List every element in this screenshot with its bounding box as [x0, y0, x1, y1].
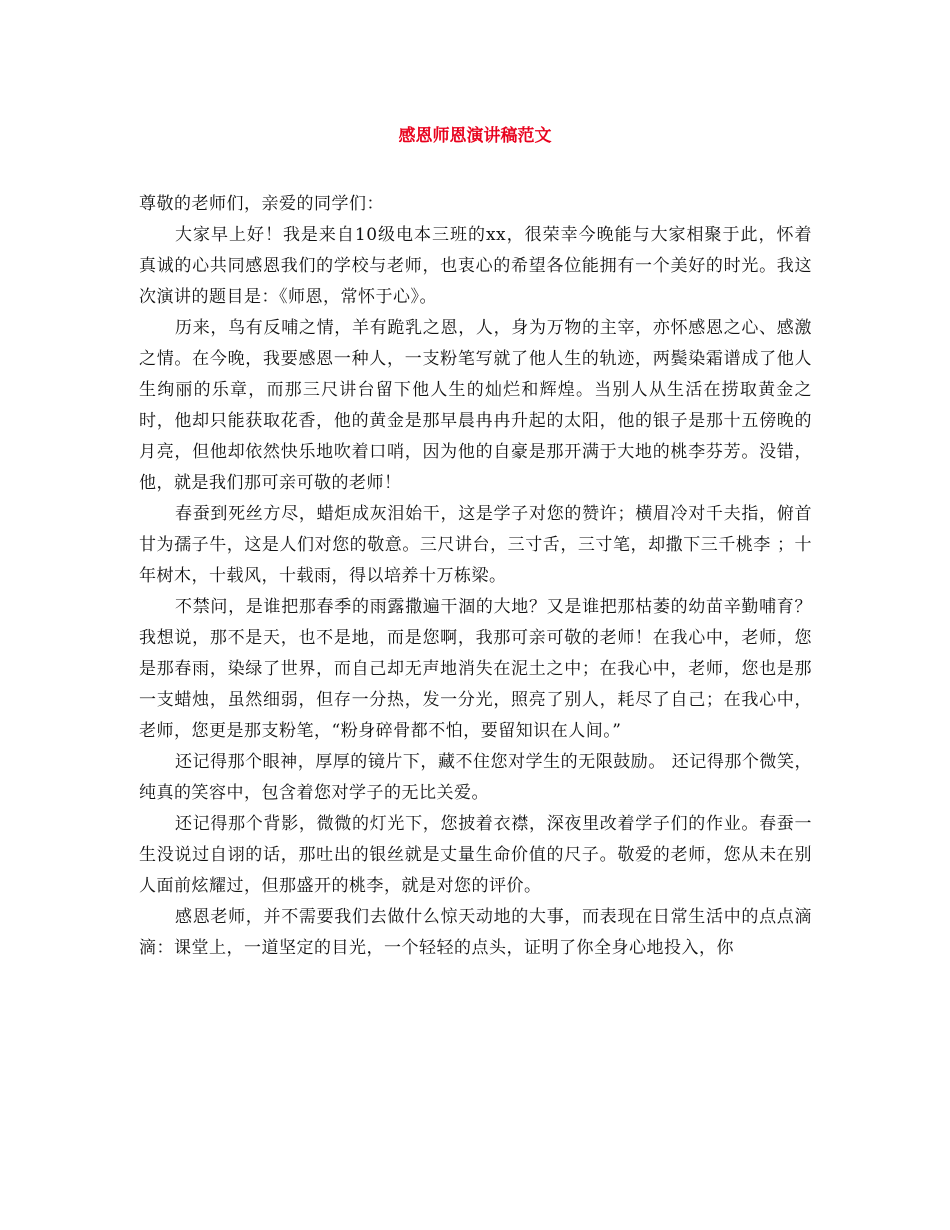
paragraph-5: 还记得那个眼神，厚厚的镜片下，藏不住您对学生的无限鼓励。 还记得那个微笑，纯真的笑容中，包含着您对学子的无比关爱。 [139, 752, 812, 803]
paragraph-2: 历来，鸟有反哺之情，羊有跪乳之恩，人，身为万物的主宰，亦怀感恩之心、感激之情。在今晚，我要感恩一种人，一支粉笔写就了他人生的轨迹，两鬓染霜谱成了他人生绚丽的乐章，而那三尺讲台留下他人生的灿烂和辉煌。当别人从生活在捞取黄金之时，他却只能获取花香，他的黄金是那早晨冉冉升起的太阳，他的银子是那十五傍晚的月亮，但他却依然快乐地吹着口哨，因为他的自豪是那开满于大地的桃李芬芳。没错，他，就是我们那可亲可敬的老师！ [139, 318, 812, 493]
salutation: 尊敬的老师们，亲爱的同学们： [139, 194, 384, 214]
document-title: 感恩师恩演讲稿范文 [398, 126, 552, 146]
paragraph-7: 感恩老师，并不需要我们去做什么惊天动地的大事，而表现在日常生活中的点点滴滴：课堂上，一道坚定的目光，一个轻轻的点头，证明了你全身心地投入，你 [139, 907, 812, 958]
paragraph-3: 春蚕到死丝方尽，蜡炬成灰泪始干，这是学子对您的赞许；横眉冷对千夫指，俯首甘为孺子牛，这是人们对您的敬意。三尺讲台，三寸舌，三寸笔，却撒下三千桃李 ；十年树木，十载风，十载雨，得以培养十万栋梁。 [139, 504, 812, 586]
paragraph-6: 还记得那个背影，微微的灯光下，您披着衣襟，深夜里改着学子们的作业。春蚕一生没说过自诩的话，那吐出的银丝就是丈量生命价值的尺子。敬爱的老师，您从未在别人面前炫耀过，但那盛开的桃李，就是对您的评价。 [139, 814, 812, 896]
document-body [139, 189, 812, 964]
paragraph-4: 不禁问，是谁把那春季的雨露撒遍干涸的大地？又是谁把那枯萎的幼苗辛勤哺育？我想说，那不是天，也不是地，而是您啊，我那可亲可敬的老师！在我心中，老师，您是那春雨，染绿了世界，而自己却无声地消失在泥土之中；在我心中，老师，您也是那一支蜡烛，虽然细弱，但存一分热，发一分光，照亮了别人，耗尽了自己；在我心中，老师，您更是那支粉笔，“粉身碎骨都不怕，要留知识在人间。” [139, 597, 812, 741]
paragraph-1: 大家早上好！我是来自10级电本三班的xx，很荣幸今晚能与大家相聚于此，怀着真诚的心共同感恩我们的学校与老师，也衷心的希望各位能拥有一个美好的时光。我这次演讲的题目是：《师恩，常怀于心》。 [139, 225, 812, 307]
